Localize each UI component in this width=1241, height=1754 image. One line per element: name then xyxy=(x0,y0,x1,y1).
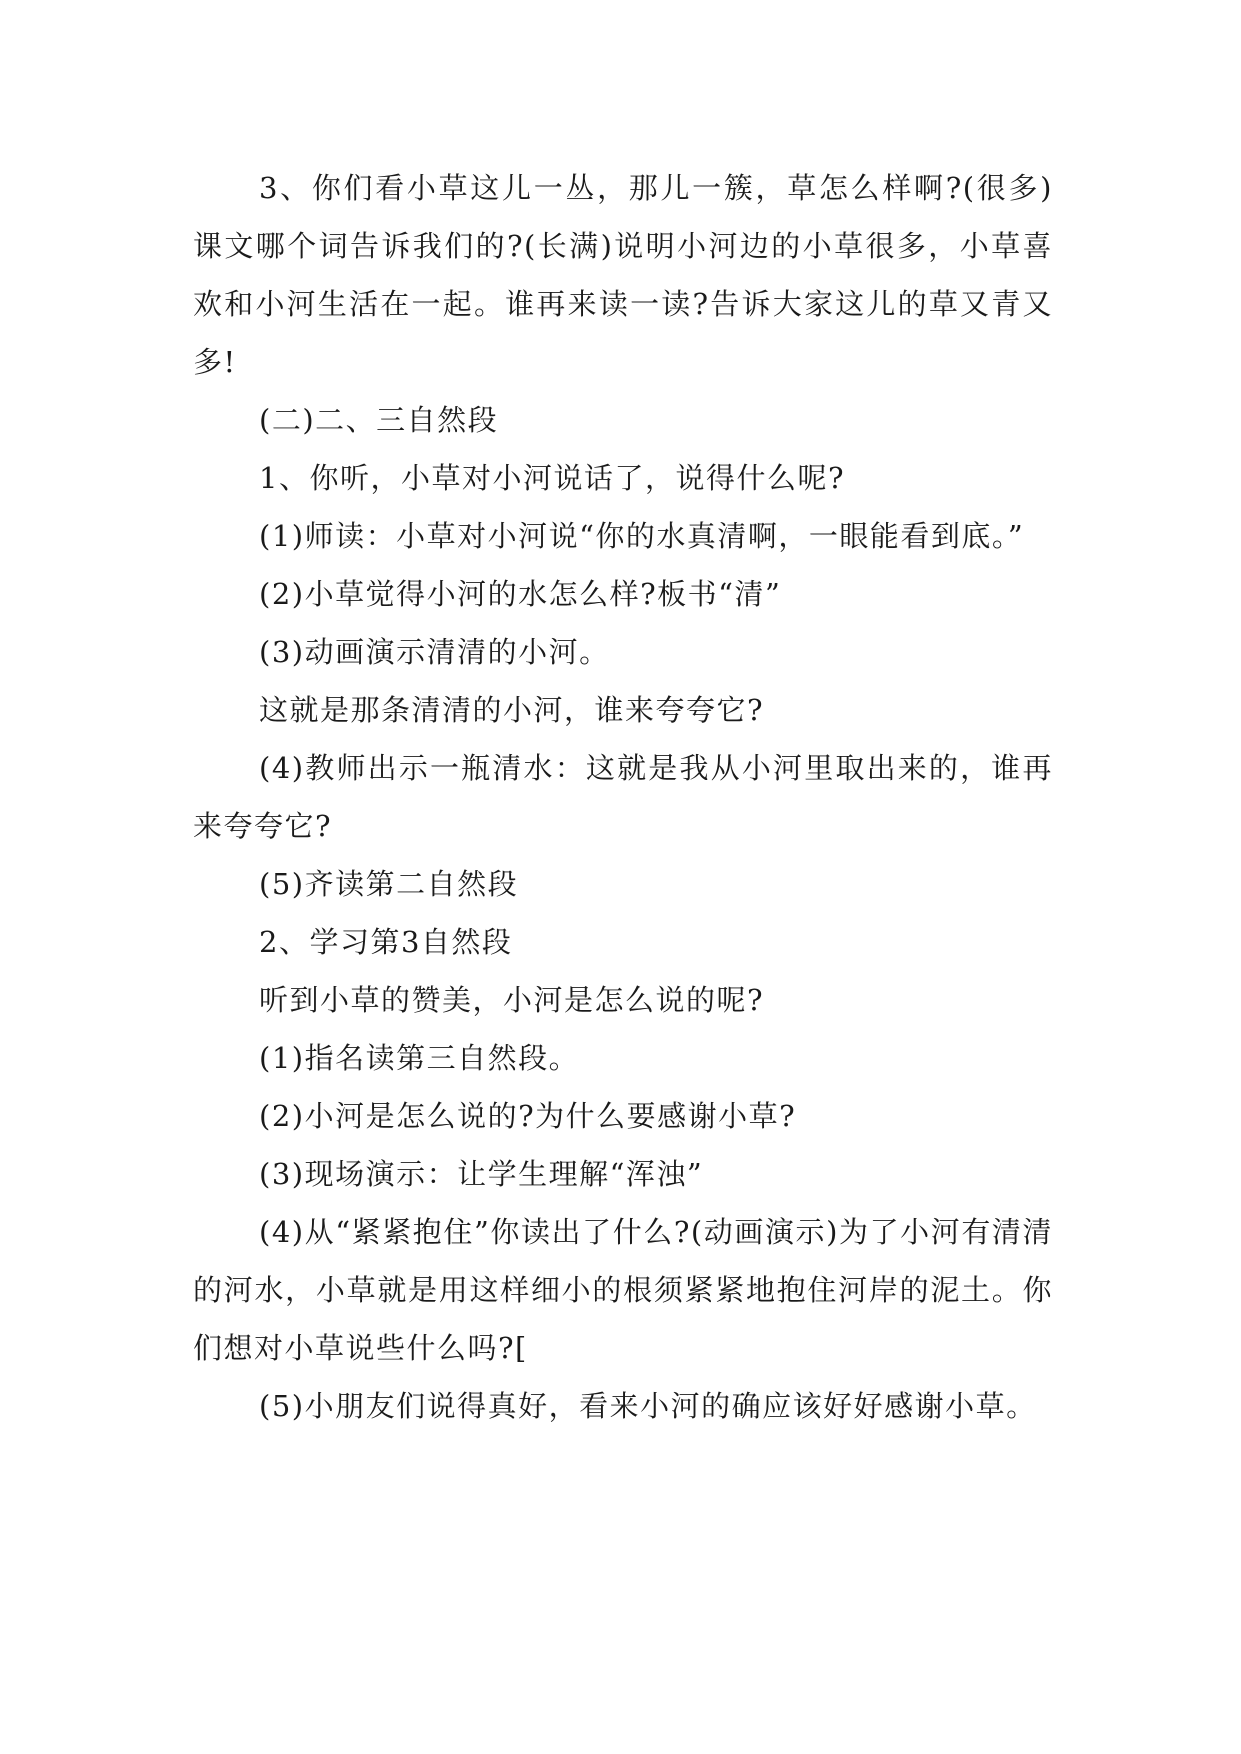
paragraph: (2)小河是怎么说的?为什么要感谢小草? xyxy=(259,1099,797,1133)
document-body xyxy=(193,159,1053,1435)
paragraph: (2)小草觉得小河的水怎么样?板书“清” xyxy=(259,577,782,611)
paragraph: (1)指名读第三自然段。 xyxy=(259,1041,580,1075)
paragraph: 听到小草的赞美，小河是怎么说的呢? xyxy=(259,983,765,1017)
paragraph: 2、学习第3自然段 xyxy=(259,925,513,959)
paragraph: (3)现场演示：让学生理解“浑浊” xyxy=(259,1157,704,1191)
paragraph: 3、你们看小草这儿一丛，那儿一簇，草怎么样啊?(很多)课文哪个词告诉我们的?(长满)说明小河边的小草很多，小草喜欢和小河生活在一起。谁再来读一读?告诉大家这儿的草又青又多! xyxy=(193,171,1053,379)
paragraph: 这就是那条清清的小河，谁来夸夸它? xyxy=(259,693,765,727)
paragraph: (4)教师出示一瓶清水：这就是我从小河里取出来的，谁再来夸夸它? xyxy=(193,751,1053,843)
section-heading: (二)二、三自然段 xyxy=(259,403,499,437)
paragraph: (1)师读：小草对小河说“你的水真清啊，一眼能看到底。” xyxy=(259,519,1025,553)
paragraph: (5)齐读第二自然段 xyxy=(259,867,519,901)
paragraph: 1、你听，小草对小河说话了，说得什么呢? xyxy=(259,461,845,495)
paragraph: (3)动画演示清清的小河。 xyxy=(259,635,610,669)
paragraph: (5)小朋友们说得真好，看来小河的确应该好好感谢小草。 xyxy=(259,1389,1037,1423)
paragraph: (4)从“紧紧抱住”你读出了什么?(动画演示)为了小河有清清的河水，小草就是用这样细小的根须紧紧地抱住河岸的泥土。你们想对小草说些什么吗?[ xyxy=(193,1215,1053,1365)
